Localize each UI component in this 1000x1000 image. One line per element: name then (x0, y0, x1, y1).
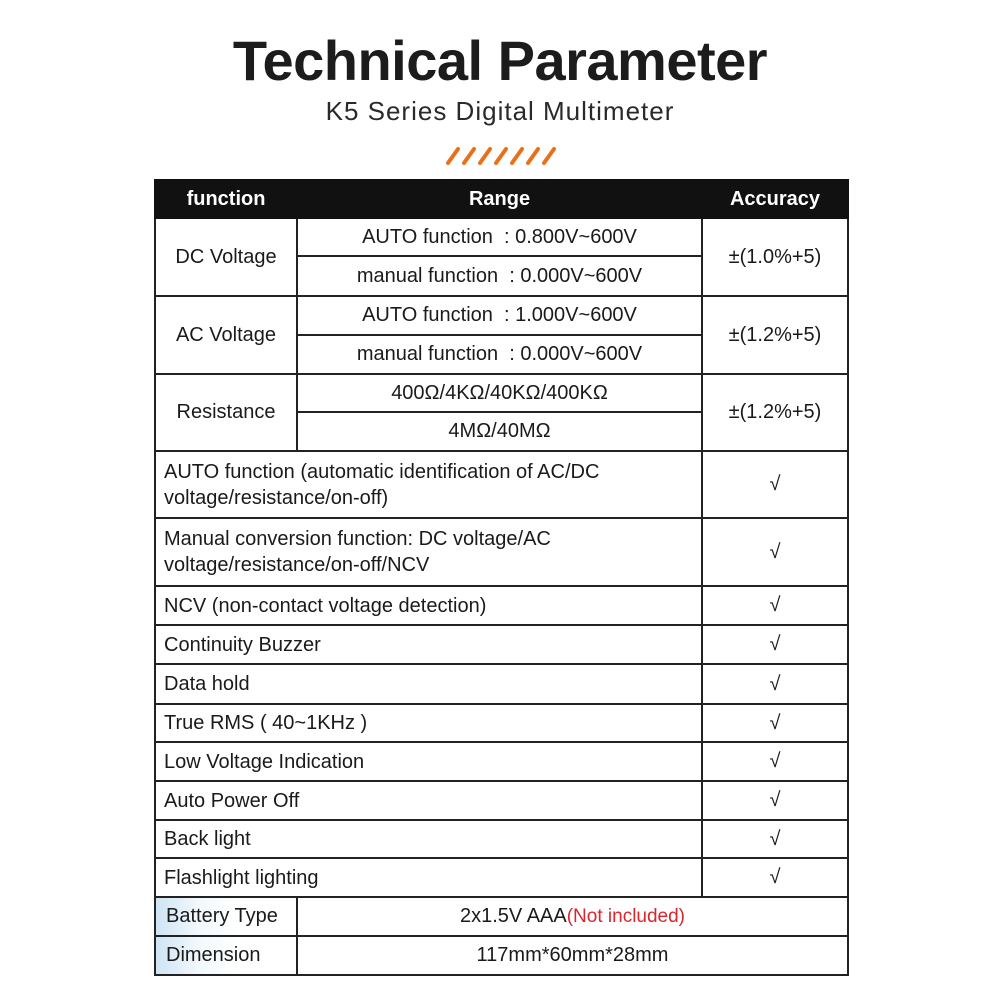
feature-label: NCV (non-contact voltage detection) (155, 586, 702, 625)
battery-type-label: Battery Type (155, 897, 297, 936)
table-row (155, 374, 848, 412)
dc-voltage-accuracy: ±(1.0%+5) (702, 218, 848, 296)
table-row (155, 296, 848, 335)
ac-voltage-range-auto: AUTO function : 1.000V~600V (297, 296, 702, 335)
feature-check: √ (702, 518, 848, 586)
decorative-slashes-icon (444, 146, 564, 166)
feature-check: √ (702, 586, 848, 625)
ac-voltage-accuracy: ±(1.2%+5) (702, 296, 848, 374)
table-row (155, 625, 848, 664)
table-row (155, 897, 848, 936)
spec-table (154, 179, 849, 976)
dimension-value: 117mm*60mm*28mm (297, 936, 848, 975)
dimension-label: Dimension (155, 936, 297, 975)
dc-voltage-range-auto: AUTO function : 0.800V~600V (297, 218, 702, 256)
feature-label: Auto Power Off (155, 781, 702, 820)
feature-label: Flashlight lighting (155, 858, 702, 897)
dc-voltage-label: DC Voltage (155, 218, 297, 296)
table-row (155, 858, 848, 897)
table-row (155, 451, 848, 518)
table-row (155, 781, 848, 820)
ac-voltage-label: AC Voltage (155, 296, 297, 374)
feature-label: Manual conversion function: DC voltage/AC voltage/resistance/on-off/NCV (155, 518, 702, 586)
battery-value-text: 2x1.5V AAA (459, 905, 567, 927)
page-title: Technical Parameter (232, 29, 768, 92)
table-row (155, 936, 848, 975)
feature-check: √ (702, 820, 848, 858)
table-row (155, 820, 848, 858)
feature-check: √ (702, 781, 848, 820)
resistance-label: Resistance (155, 374, 297, 451)
feature-label: Continuity Buzzer (155, 625, 702, 664)
battery-type-value (297, 897, 848, 936)
feature-check: √ (702, 704, 848, 742)
table-row (155, 586, 848, 625)
feature-check: √ (702, 858, 848, 897)
feature-label: Low Voltage Indication (155, 742, 702, 781)
table-row (155, 704, 848, 742)
column-header-function: function (155, 180, 297, 218)
feature-label: Data hold (155, 664, 702, 704)
resistance-range-1: 400Ω/4KΩ/40KΩ/400KΩ (297, 374, 702, 412)
ac-voltage-range-manual: manual function : 0.000V~600V (297, 335, 702, 374)
table-row (155, 218, 848, 256)
resistance-range-2: 4MΩ/40MΩ (297, 412, 702, 451)
table-row (155, 742, 848, 781)
feature-label: True RMS ( 40~1KHz ) (155, 704, 702, 742)
feature-check: √ (702, 451, 848, 518)
table-header-row (155, 180, 848, 218)
feature-label: Back light (155, 820, 702, 858)
table-row (155, 664, 848, 704)
column-header-range: Range (297, 180, 702, 218)
feature-check: √ (702, 664, 848, 704)
page-subtitle: K5 Series Digital Multimeter (325, 96, 675, 126)
column-header-accuracy: Accuracy (702, 180, 848, 218)
dc-voltage-range-manual: manual function : 0.000V~600V (297, 256, 702, 296)
feature-check: √ (702, 625, 848, 664)
feature-check: √ (702, 742, 848, 781)
battery-note: (Not included) (566, 906, 686, 927)
table-row (155, 518, 848, 586)
resistance-accuracy: ±(1.2%+5) (702, 374, 848, 451)
feature-label: AUTO function (automatic identification of AC/DC voltage/resistance/on-off) (155, 451, 702, 518)
